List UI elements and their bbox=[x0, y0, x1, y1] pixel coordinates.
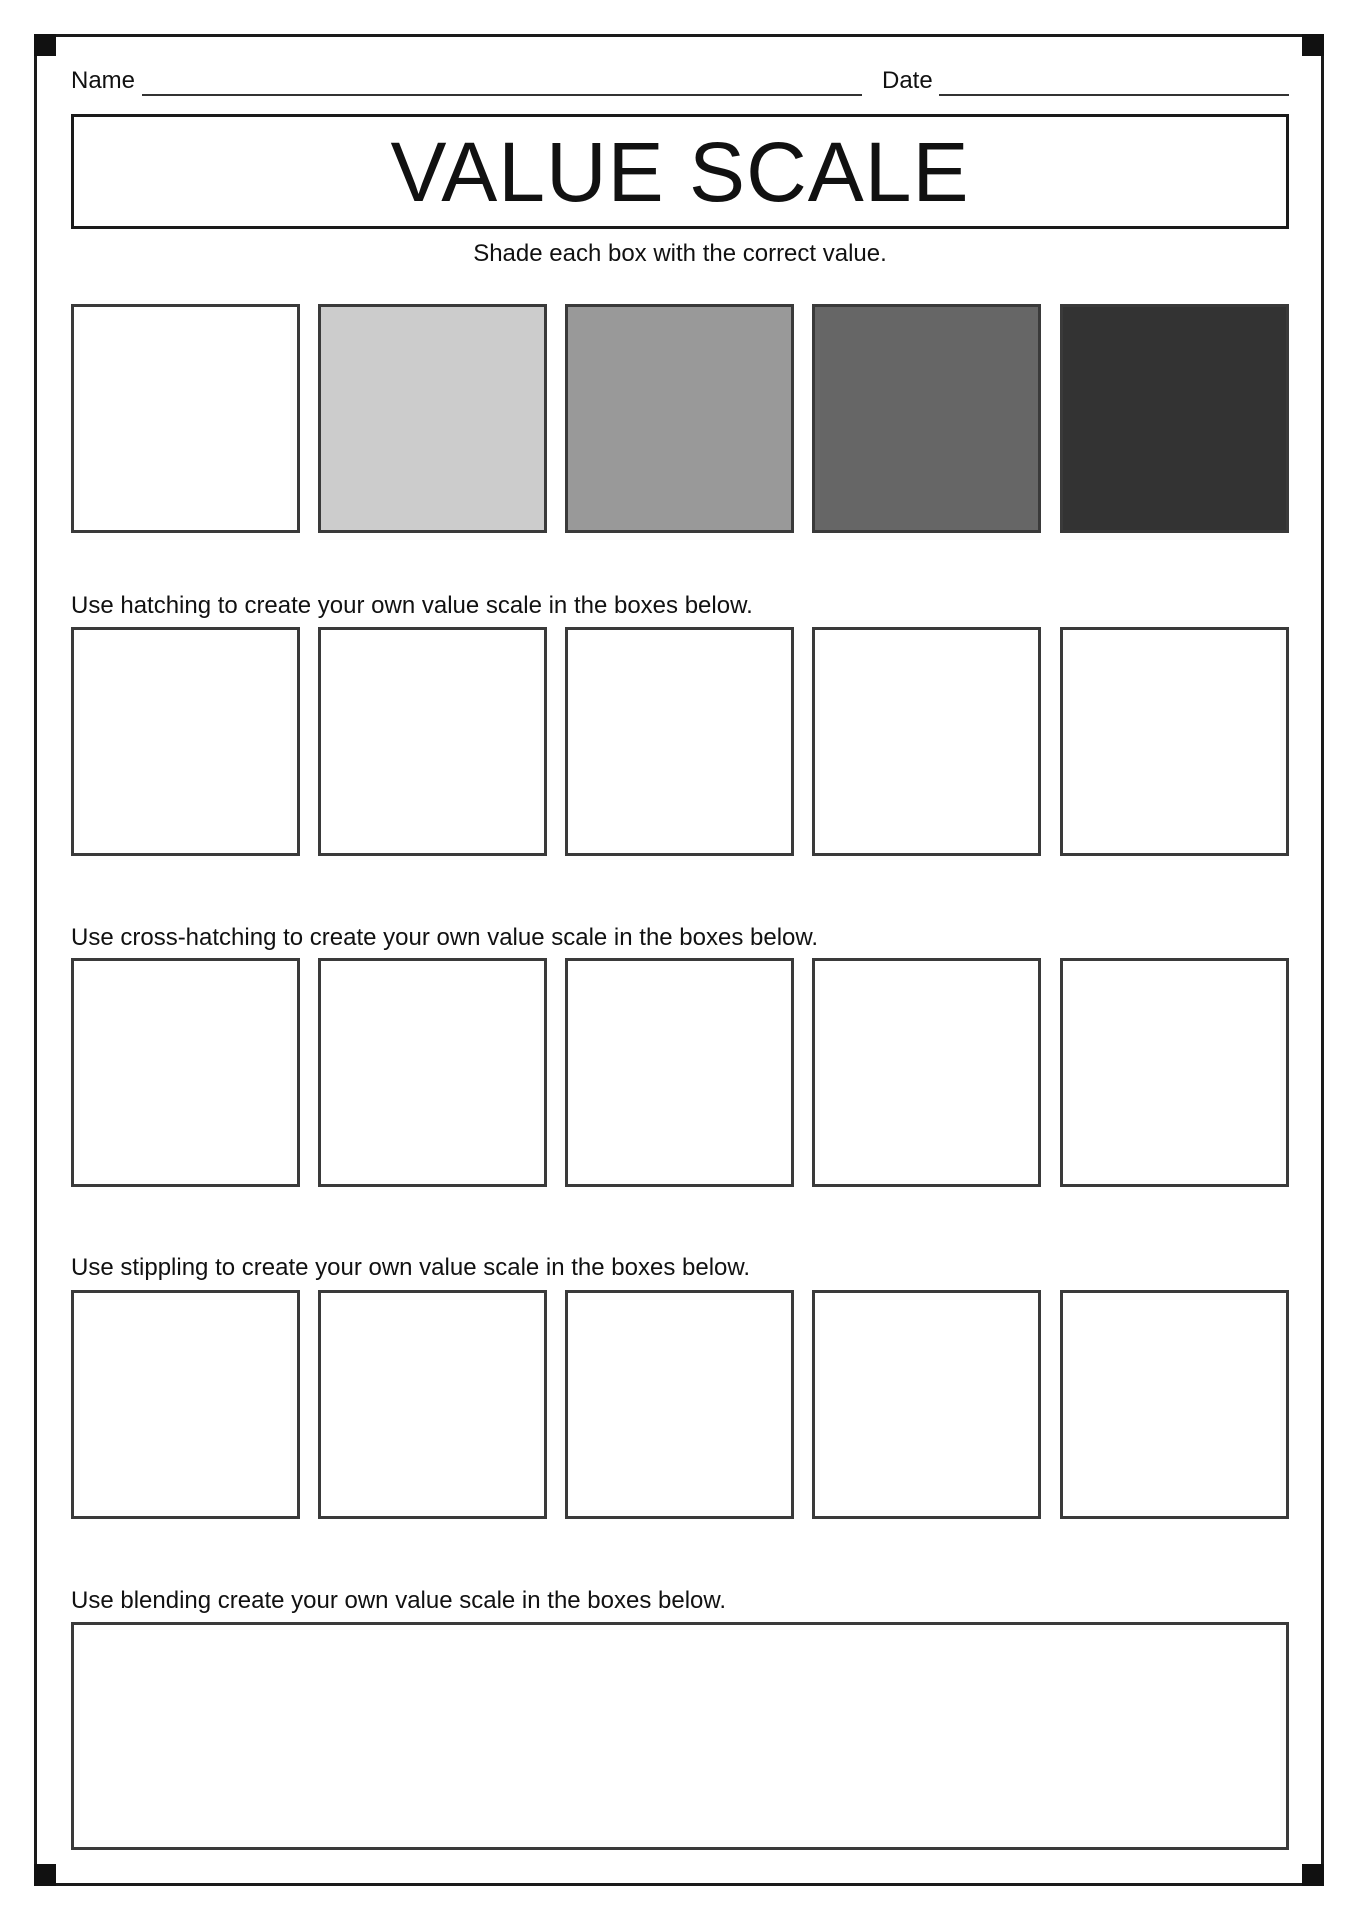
value-swatch-4 bbox=[812, 304, 1041, 533]
stippling-instruction: Use stippling to create your own value scale in the boxes below. bbox=[71, 1254, 751, 1281]
value-swatch-1 bbox=[71, 304, 300, 533]
name-field[interactable] bbox=[142, 94, 862, 96]
hatching-box-4[interactable] bbox=[812, 627, 1041, 856]
value-swatch-2 bbox=[318, 304, 547, 533]
cross-hatching-box-3[interactable] bbox=[565, 958, 794, 1187]
value-swatch-5 bbox=[1060, 304, 1289, 533]
subtitle: Shade each box with the correct value. bbox=[473, 240, 887, 267]
corner-mark-top-right bbox=[1302, 34, 1324, 56]
hatching-box-2[interactable] bbox=[318, 627, 547, 856]
title-box bbox=[71, 114, 1289, 229]
hatching-box-1[interactable] bbox=[71, 627, 300, 856]
corner-mark-bottom-right bbox=[1302, 1864, 1324, 1886]
corner-mark-top-left bbox=[34, 34, 56, 56]
stippling-row bbox=[71, 1290, 1289, 1519]
stippling-box-5[interactable] bbox=[1060, 1290, 1289, 1519]
hatching-box-3[interactable] bbox=[565, 627, 794, 856]
stippling-box-3[interactable] bbox=[565, 1290, 794, 1519]
name-label: Name bbox=[71, 67, 136, 94]
cross-hatching-box-2[interactable] bbox=[318, 958, 547, 1187]
blending-box[interactable] bbox=[71, 1622, 1289, 1850]
cross-hatching-box-5[interactable] bbox=[1060, 958, 1289, 1187]
cross-hatching-box-1[interactable] bbox=[71, 958, 300, 1187]
cross-hatching-instruction: Use cross-hatching to create your own value scale in the boxes below. bbox=[71, 924, 819, 951]
corner-mark-bottom-left bbox=[34, 1864, 56, 1886]
stippling-box-4[interactable] bbox=[812, 1290, 1041, 1519]
hatching-box-5[interactable] bbox=[1060, 627, 1289, 856]
date-label: Date bbox=[882, 67, 933, 94]
cross-hatching-box-4[interactable] bbox=[812, 958, 1041, 1187]
stippling-box-2[interactable] bbox=[318, 1290, 547, 1519]
hatching-row bbox=[71, 627, 1289, 856]
page-title: VALUE SCALE bbox=[390, 124, 970, 219]
value-swatch-3 bbox=[565, 304, 794, 533]
date-field[interactable] bbox=[939, 94, 1289, 96]
stippling-box-1[interactable] bbox=[71, 1290, 300, 1519]
cross-hatching-row bbox=[71, 958, 1289, 1187]
blending-instruction: Use blending create your own value scale in the boxes below. bbox=[71, 1587, 727, 1614]
hatching-instruction: Use hatching to create your own value scale in the boxes below. bbox=[71, 592, 753, 619]
value-scale-row bbox=[71, 304, 1289, 533]
